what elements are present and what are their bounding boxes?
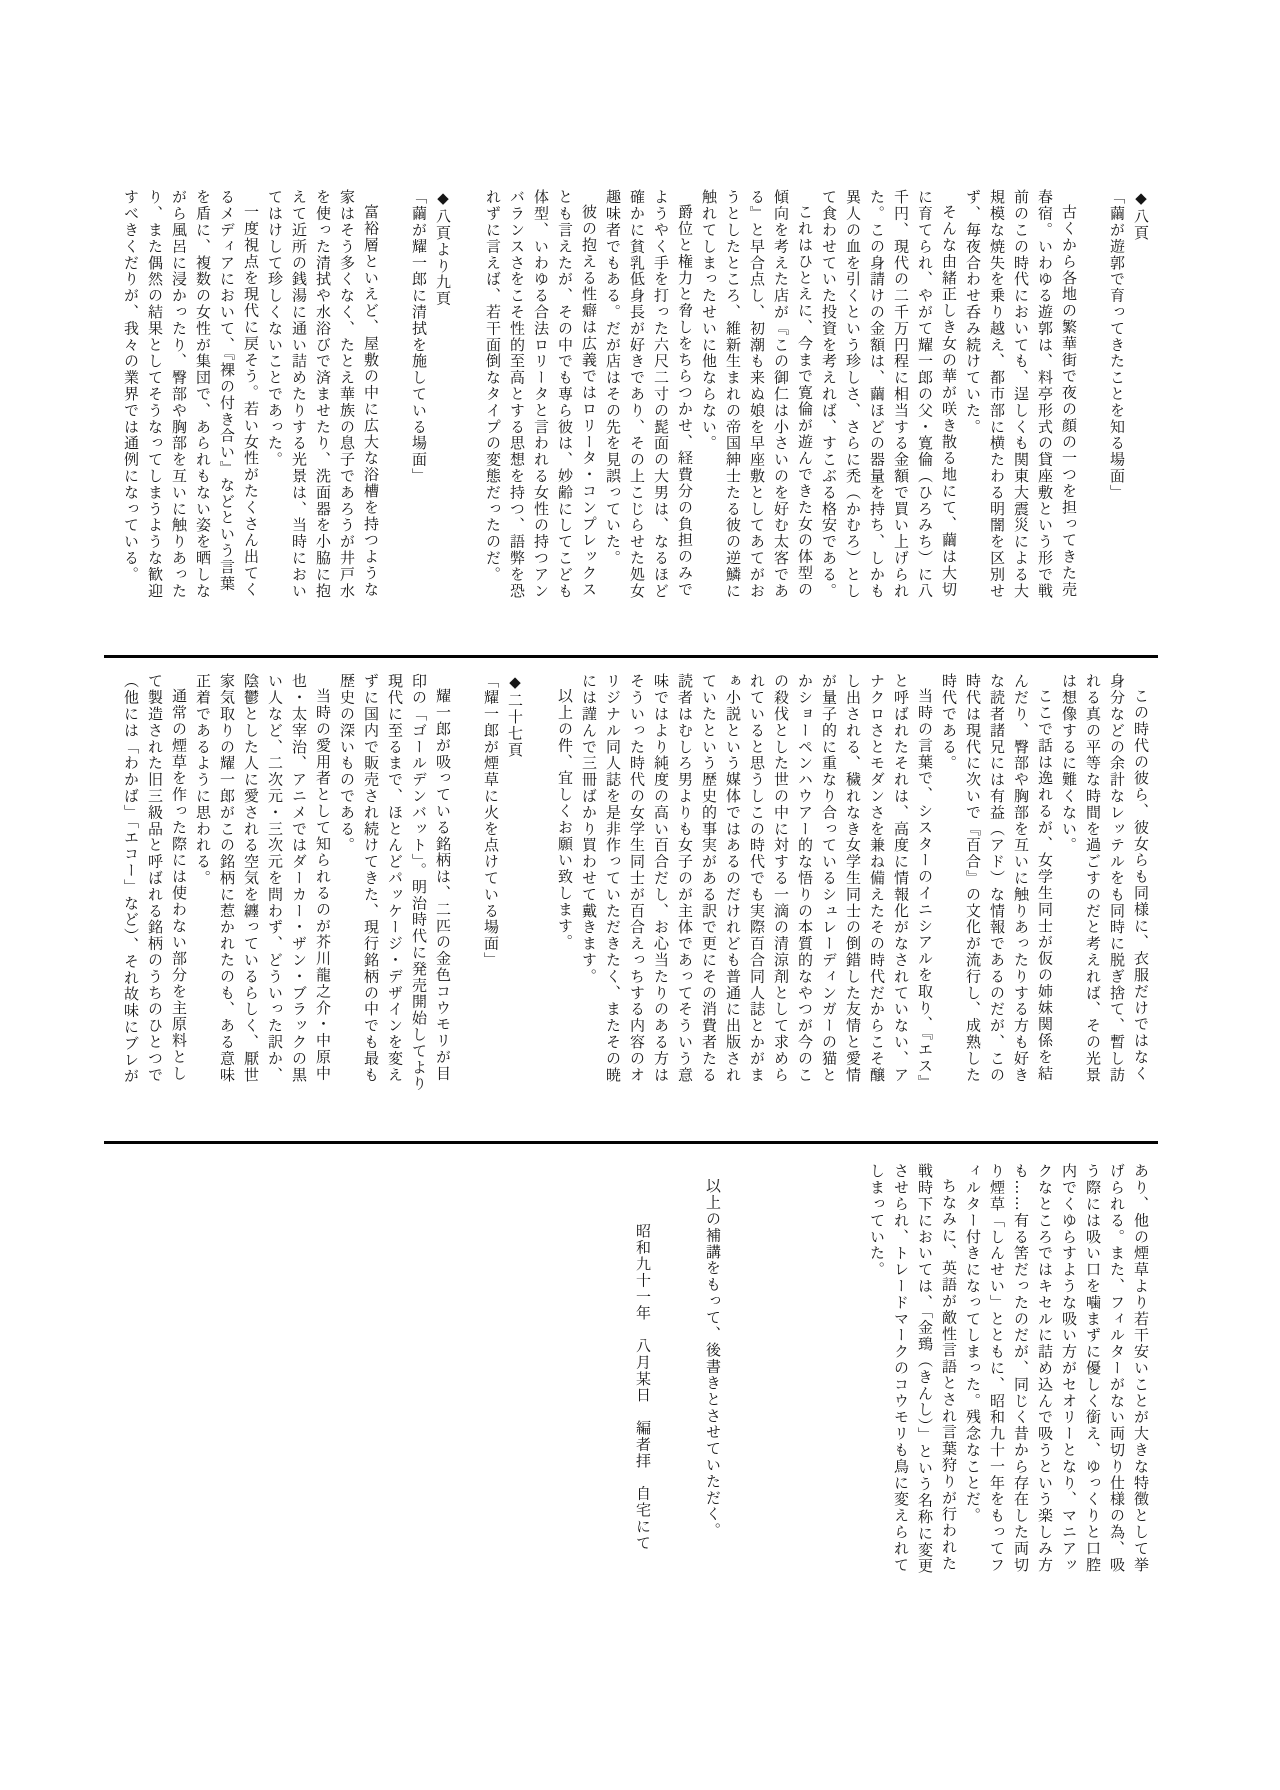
heading-scene-title: 「繭が遊郭で育ってきたことを知る場面」 [1108, 189, 1126, 501]
paragraph: 当時の言葉で、シスターのイニシアルを取り、『エス』と呼ばれたそれは、高度に情報化がなされていない、アナクロさとモダンさを兼ね備えたその時代だからこそ醸し出される、穢れなき女学生同士の倒錯した友情と愛情が量子的に重なり合っているシュレーディンガーの猫とかショーペンハウアー的な悟りの本質的なやつが今のこの殺伐とした世の中に対する一滴の清涼剤として求められていると思うしこの時代でも実際百合同人誌とかがまぁ小説という媒体ではあるのだけれども普通に出版されていたという歴史的事実がある訳で更にその消費者たる読者はむしろ男よりも女子のが主体であってそういう意味ではより純度の高い百合だし、お心当たりのある方はそういった時代の女学生同士が百合えっちする内容のオリジナル同人誌を是非作っていただきたく、またその暁には謹んで三冊ばかり買わせて戴きます。 [580, 673, 934, 1091]
section-divider [104, 1141, 1158, 1144]
paragraph: 以上の件、宜しくお願い致します。 [556, 688, 574, 951]
paragraph: この時代の彼ら、彼女らも同様に、衣服だけではなく身分などの余計なレッテルをも同時に脱ぎ捨て、暫し訪れる真の平等な時間を過ごすのだと考えれば、その光景は想像するに難くない。 [1060, 673, 1150, 1083]
section-heading-page27 [479, 673, 527, 1097]
heading-page-ref: ◆二十七頁 [506, 673, 524, 758]
closing-line: 以上の補講をもって、後書きとさせていただく。 [704, 1178, 722, 1539]
colophon-line: 昭和九十一年 八月某日 編者拝 自宅にて [634, 1223, 652, 1551]
paragraph: ちなみに、英語が敵性言語とされ言葉狩りが行われた戦時下においては、「金鵄（きんし）」という名称に変更させられ、トレードマークのコウモリも鳥に変えられてしまっていた。 [868, 1163, 958, 1575]
paragraph: 通常の煙草を作った際には使わない部分を主原料として製造された旧三級品と呼ばれる銘柄のうちのひとつで（他には「わかば」「エコー」など）、それ故味にブレが [122, 673, 188, 1085]
paragraph: 爵位と権力と脅しをちらつかせ、経費分の負担のみでようやく手を打った六尺二寸の髭面の大男は、なるほど確かに貧乳低身長が好きであり、その上こじらせた処女趣味者でもある。だが店はその先を見誤っていた。 [604, 189, 694, 599]
paragraph: 耀一郎が吸っている銘柄は、二匹の金色コウモリが目印の「ゴールデンバット」。明治時代に発売開始してより現代に至るまで、ほとんどパッケージ・デザインを変えずに国内で販売され続けてきた、現行銘柄の中でも最も歴史の深いものである。 [338, 673, 452, 1092]
paragraph: 当時の愛用者として知られるのが芥川龍之介・中原中也・太宰治、アニメではダーカー・ザン・ブラックの黒い人など、二次元・三次元を問わず、どういった訳か、陰鬱とした人に愛される空気を纏っているらしく、厭世家気取りの耀一郎がこの銘柄に惹かれたのも、ある意味正着であるように思われる。 [194, 673, 332, 1083]
paragraph: そんな由緒正しき女の華が咲き散る地にて、繭は大切に育てられ、やがて耀一郎の父・寛倫（ひろみち）に八千円、現代の二千万円程に相当する金額で買い上げられた。この身請けの金額は、繭ほどの器量を持ち、しかも異人の血を引くという珍しさ、さらに禿（かむろ）として食わせていた投資を考えれば、すこぶる格安である。 [820, 189, 958, 599]
section-afterword-close [103, 1163, 1153, 1577]
paragraph: あり、他の煙草より若干安いことが大きな特徴として挙げられる。また、フィルターがない両切り仕様の為、吸う際には吸い口を噛まずに優しく銜え、ゆっくりと口腔内でくゆらすような吸い方がセオリーとなり、マニアックなところではキセルに詰め込んで吸うという楽しみ方も……有る筈だったのだが、同じく昔から存在した両切り煙草「しんせい」とともに、昭和九十一年をもってフィルター付きになってしまった。残念なことだ。 [964, 1163, 1150, 1573]
section-page8-notes [108, 189, 1153, 603]
paragraph: 彼の抱える性癖は広義ではロリータ・コンプレックスとも言えたが、その中でも専ら彼は、妙齢にしてこども体型、いわゆる合法ロリータと言われる女性の持つアンバランスさをこそ性的至高とする思想を持つ、語弊を恐れずに言えば、若干面倒なタイプの変態だったのだ。 [484, 189, 598, 599]
heading-page-ref: ◆八頁 [1132, 189, 1150, 242]
paragraph: 一度視点を現代に戻そう。若い女性がたくさん出てくるメディアにおいて、『裸の付き合い』などという言葉を盾に、複数の女性が集団で、あられもない姿を晒しながら風呂に浸かったり、臀部や胸部を互いに触りあったり、また偶然の結果としてそうなってしまうような歓迎すべきくだりが、我々の業界では通例になっている。 [122, 189, 260, 599]
heading-scene-title: 「繭が耀一郎に清拭を施している場面」 [410, 189, 428, 485]
paragraph: 古くから各地の繁華街で夜の顔の一つを担ってきた売春宿。いわゆる遊郭は、料亭形式の貸座敷という形で戦前のこの時代においても、逞しくも関東大震災による大規模な焼失を乗り越え、都市部に横たわる明闇を区別せず、毎夜合わせ呑み続けていた。 [964, 189, 1078, 599]
heading-scene-title: 「耀一郎が煙草に火を点けている場面」 [482, 673, 500, 969]
section-heading-page8 [1105, 189, 1153, 603]
section-page27-notes [103, 673, 1153, 1097]
paragraph: これはひとえに、今まで寛倫が遊んできた女の体型の傾向を考えた店が『この御仁は小さいのを好む太客である』と早合点し、初潮も来ぬ娘を早座敷としてあてがおうとしたところ、維新生まれの帝国紳士たる彼の逆鱗に触れてしまったせいに他ならない。 [700, 189, 814, 599]
heading-page-ref: ◆八頁より九頁 [434, 189, 452, 307]
paragraph: 富裕層といえど、屋敷の中に広大な浴槽を持つような家はそう多くなく、たとえ華族の息子であろうが井戸水を使った清拭や水浴びで済ませたり、洗面器を小脇に抱えて近所の銭湯に通い詰めたりする光景は、当時においてはけして珍しくないことであった。 [266, 189, 380, 599]
section-heading-page8to9 [407, 189, 455, 603]
section-divider [104, 655, 1158, 658]
paragraph: ここで話は逸れるが、女学生同士が仮の姉妹関係を結んだり、臀部や胸部を互いに触りあったりする方も好きな読者諸兄には有益（アド）な情報であるのだが、この時代は現代に次いで『百合』の文化が流行し、成熟した時代である。 [940, 673, 1054, 1083]
